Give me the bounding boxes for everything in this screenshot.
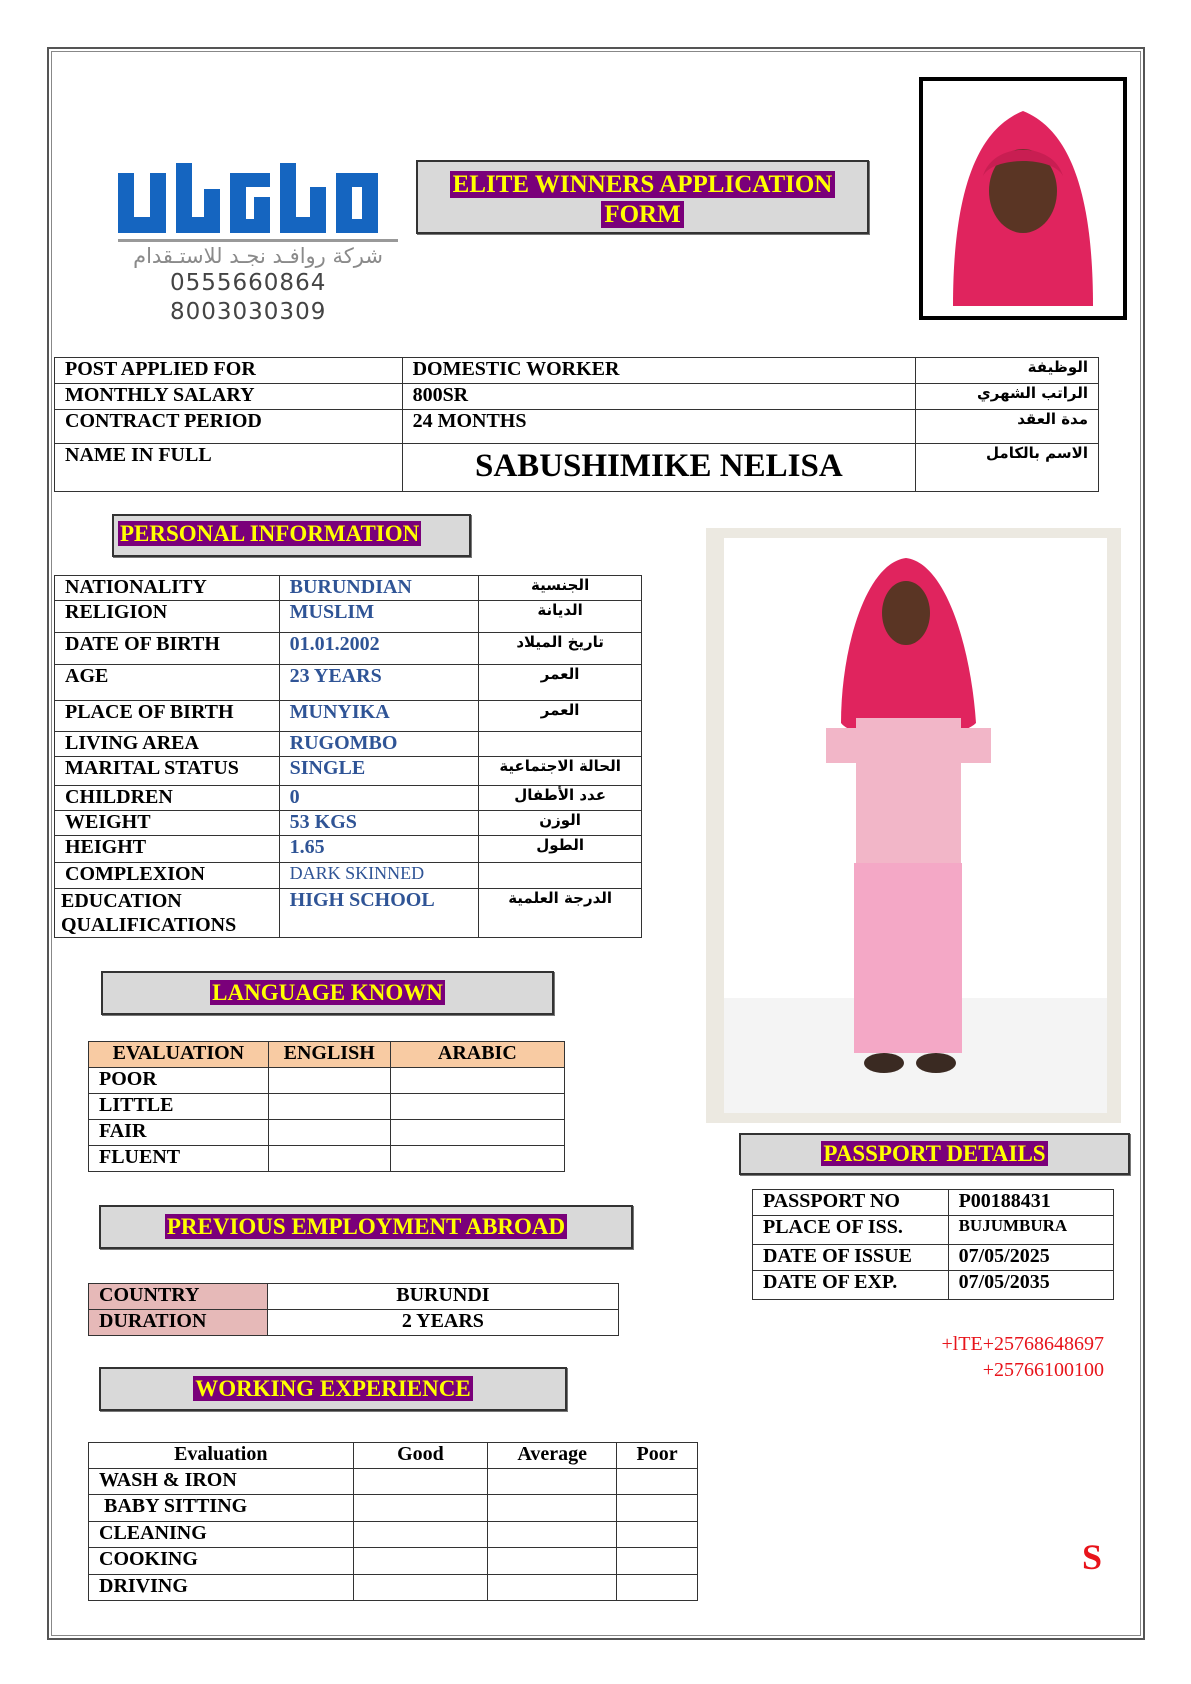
skill-label: BABY SITTING bbox=[89, 1495, 354, 1522]
skill-cell bbox=[353, 1495, 488, 1522]
skill-cell bbox=[488, 1495, 617, 1522]
date-of-expiry-value: 07/05/2035 bbox=[948, 1271, 1113, 1300]
post-value: DOMESTIC WORKER bbox=[402, 358, 916, 384]
skill-label: WASH & IRON bbox=[89, 1469, 354, 1495]
country-label: COUNTRY bbox=[89, 1284, 268, 1310]
language-table bbox=[88, 1041, 565, 1172]
form-title: ELITE WINNERS APPLICATION FORM bbox=[450, 171, 836, 228]
previous-row bbox=[89, 1310, 619, 1336]
language-cell bbox=[268, 1094, 390, 1120]
contract-label: CONTRACT PERIOD bbox=[55, 410, 403, 444]
skill-cell bbox=[488, 1469, 617, 1495]
working-row bbox=[89, 1495, 698, 1522]
skill-cell bbox=[488, 1575, 617, 1601]
marital-value: SINGLE bbox=[279, 757, 479, 786]
logo-arabic-name: شركة روافـد نجـد للاستـقدام bbox=[133, 244, 383, 268]
contact-phone-2: +25766100100 bbox=[982, 1359, 1104, 1381]
main-info-row bbox=[55, 444, 1099, 492]
language-cell bbox=[268, 1146, 390, 1172]
fullname-value: SABUSHIMIKE NELISA bbox=[402, 444, 916, 492]
height-arabic: الطول bbox=[479, 836, 642, 863]
logo-phone-1: 0555660864 bbox=[170, 270, 327, 296]
language-col-arabic: ARABIC bbox=[390, 1042, 564, 1068]
skill-cell bbox=[617, 1548, 698, 1575]
living-area-label: LIVING AREA bbox=[55, 732, 280, 757]
passport-heading-box bbox=[739, 1133, 1130, 1175]
skill-cell bbox=[488, 1522, 617, 1548]
dob-arabic: تاريخ الميلاد bbox=[479, 633, 642, 665]
working-heading-box bbox=[99, 1367, 567, 1411]
previous-heading-box bbox=[99, 1205, 633, 1249]
date-of-expiry-label: DATE OF EXP. bbox=[753, 1271, 949, 1300]
salary-label: MONTHLY SALARY bbox=[55, 384, 403, 410]
passport-row bbox=[753, 1190, 1114, 1216]
main-info-table bbox=[54, 357, 1099, 492]
skill-cell bbox=[353, 1469, 488, 1495]
duration-value: 2 YEARS bbox=[267, 1310, 618, 1336]
age-value: 23 YEARS bbox=[279, 665, 479, 701]
personal-row bbox=[55, 811, 642, 836]
duration-label: DURATION bbox=[89, 1310, 268, 1336]
height-label: HEIGHT bbox=[55, 836, 280, 863]
language-level: FLUENT bbox=[89, 1146, 269, 1172]
complexion-value: DARK SKINNED bbox=[279, 863, 479, 889]
working-col-good: Good bbox=[353, 1443, 488, 1469]
personal-row bbox=[55, 601, 642, 633]
language-cell bbox=[390, 1068, 564, 1094]
personal-row bbox=[55, 576, 642, 601]
personal-row bbox=[55, 786, 642, 811]
skill-cell bbox=[353, 1522, 488, 1548]
passport-row bbox=[753, 1245, 1114, 1271]
personal-row bbox=[55, 863, 642, 889]
nationality-value: BURUNDIAN bbox=[279, 576, 479, 601]
language-col-evaluation: EVALUATION bbox=[89, 1042, 269, 1068]
language-row bbox=[89, 1120, 565, 1146]
marital-arabic: الحالة الاجتماعية bbox=[479, 757, 642, 786]
form-title-box bbox=[416, 160, 869, 234]
contact-phone-1: +lTE+25768648697 bbox=[941, 1333, 1104, 1355]
living-area-value: RUGOMBO bbox=[279, 732, 479, 757]
religion-value: MUSLIM bbox=[279, 601, 479, 633]
language-level: LITTLE bbox=[89, 1094, 269, 1120]
language-level: FAIR bbox=[89, 1120, 269, 1146]
personal-row bbox=[55, 633, 642, 665]
language-col-english: ENGLISH bbox=[268, 1042, 390, 1068]
headshot-photo bbox=[919, 77, 1127, 320]
working-row bbox=[89, 1575, 698, 1601]
country-value: BURUNDI bbox=[267, 1284, 618, 1310]
personal-row bbox=[55, 665, 642, 701]
working-col-evaluation: Evaluation bbox=[89, 1443, 354, 1469]
language-cell bbox=[268, 1120, 390, 1146]
skill-cell bbox=[353, 1575, 488, 1601]
personal-row bbox=[55, 732, 642, 757]
main-info-row bbox=[55, 410, 1099, 444]
working-row bbox=[89, 1548, 698, 1575]
fullname-arabic: الاسم بالكامل bbox=[916, 444, 1099, 492]
language-row bbox=[89, 1146, 565, 1172]
skill-cell bbox=[617, 1495, 698, 1522]
height-value: 1.65 bbox=[279, 836, 479, 863]
passport-row bbox=[753, 1271, 1114, 1300]
skill-cell bbox=[617, 1575, 698, 1601]
previous-heading: PREVIOUS EMPLOYMENT ABROAD bbox=[166, 1214, 566, 1239]
language-cell bbox=[390, 1094, 564, 1120]
weight-label: WEIGHT bbox=[55, 811, 280, 836]
nationality-arabic: الجنسية bbox=[479, 576, 642, 601]
working-heading: WORKING EXPERIENCE bbox=[195, 1376, 471, 1401]
contract-arabic: مدة العقد bbox=[916, 410, 1099, 444]
contract-value: 24 MONTHS bbox=[402, 410, 916, 444]
skill-label: DRIVING bbox=[89, 1575, 354, 1601]
skill-cell bbox=[488, 1548, 617, 1575]
working-row bbox=[89, 1469, 698, 1495]
skill-cell bbox=[617, 1522, 698, 1548]
personal-row bbox=[55, 889, 642, 938]
skill-label: CLEANING bbox=[89, 1522, 354, 1548]
language-row bbox=[89, 1094, 565, 1120]
children-value: 0 bbox=[279, 786, 479, 811]
working-experience-table bbox=[88, 1442, 698, 1601]
previous-row bbox=[89, 1284, 619, 1310]
company-logo bbox=[118, 163, 398, 243]
previous-employment-table bbox=[88, 1283, 619, 1336]
skill-cell bbox=[353, 1548, 488, 1575]
place-of-issue-value: BUJUMBURA bbox=[948, 1216, 1113, 1245]
dob-value: 01.01.2002 bbox=[279, 633, 479, 665]
passport-table bbox=[752, 1189, 1114, 1300]
weight-value: 53 KGS bbox=[279, 811, 479, 836]
education-value: HIGH SCHOOL bbox=[279, 889, 479, 938]
age-label: AGE bbox=[55, 665, 280, 701]
language-heading-box bbox=[101, 971, 554, 1015]
education-label: EDUCATION QUALIFICATIONS bbox=[55, 889, 280, 938]
marital-label: MARITAL STATUS bbox=[55, 757, 280, 786]
language-level: POOR bbox=[89, 1068, 269, 1094]
living-area-arabic bbox=[479, 732, 642, 757]
education-arabic: الدرجة العلمية bbox=[479, 889, 642, 938]
post-label: POST APPLIED FOR bbox=[55, 358, 403, 384]
personal-row bbox=[55, 836, 642, 863]
logo-phone-2: 8003030309 bbox=[170, 299, 327, 325]
pob-label: PLACE OF BIRTH bbox=[55, 701, 280, 732]
main-info-row bbox=[55, 358, 1099, 384]
fullname-label: NAME IN FULL bbox=[55, 444, 403, 492]
skill-cell bbox=[617, 1469, 698, 1495]
personal-info-table bbox=[54, 575, 642, 938]
date-of-issue-value: 07/05/2025 bbox=[948, 1245, 1113, 1271]
personal-row bbox=[55, 757, 642, 786]
working-row bbox=[89, 1522, 698, 1548]
pob-value: MUNYIKA bbox=[279, 701, 479, 732]
full-body-photo bbox=[706, 528, 1121, 1123]
language-row bbox=[89, 1068, 565, 1094]
complexion-arabic bbox=[479, 863, 642, 889]
working-header-row bbox=[89, 1443, 698, 1469]
age-arabic: العمر bbox=[479, 665, 642, 701]
language-cell bbox=[390, 1146, 564, 1172]
dob-label: DATE OF BIRTH bbox=[55, 633, 280, 665]
date-of-issue-label: DATE OF ISSUE bbox=[753, 1245, 949, 1271]
passport-heading: PASSPORT DETAILS bbox=[823, 1141, 1046, 1166]
personal-row bbox=[55, 701, 642, 732]
complexion-label: COMPLEXION bbox=[55, 863, 280, 889]
religion-label: RELIGION bbox=[55, 601, 280, 633]
working-col-average: Average bbox=[488, 1443, 617, 1469]
children-arabic: عدد الأطفال bbox=[479, 786, 642, 811]
corner-mark: S bbox=[1082, 1537, 1103, 1577]
personal-heading-box bbox=[112, 514, 471, 557]
pob-arabic: العمر bbox=[479, 701, 642, 732]
skill-label: COOKING bbox=[89, 1548, 354, 1575]
passport-row bbox=[753, 1216, 1114, 1245]
language-heading: LANGUAGE KNOWN bbox=[212, 980, 443, 1005]
religion-arabic: الديانة bbox=[479, 601, 642, 633]
place-of-issue-label: PLACE OF ISS. bbox=[753, 1216, 949, 1245]
passport-no-label: PASSPORT NO bbox=[753, 1190, 949, 1216]
salary-value: 800SR bbox=[402, 384, 916, 410]
language-header-row bbox=[89, 1042, 565, 1068]
salary-arabic: الراتب الشهري bbox=[916, 384, 1099, 410]
children-label: CHILDREN bbox=[55, 786, 280, 811]
working-col-poor: Poor bbox=[617, 1443, 698, 1469]
passport-no-value: P00188431 bbox=[948, 1190, 1113, 1216]
post-arabic: الوظيفة bbox=[916, 358, 1099, 384]
nationality-label: NATIONALITY bbox=[55, 576, 280, 601]
main-info-row bbox=[55, 384, 1099, 410]
weight-arabic: الوزن bbox=[479, 811, 642, 836]
language-cell bbox=[268, 1068, 390, 1094]
personal-heading: PERSONAL INFORMATION bbox=[120, 521, 420, 546]
language-cell bbox=[390, 1120, 564, 1146]
